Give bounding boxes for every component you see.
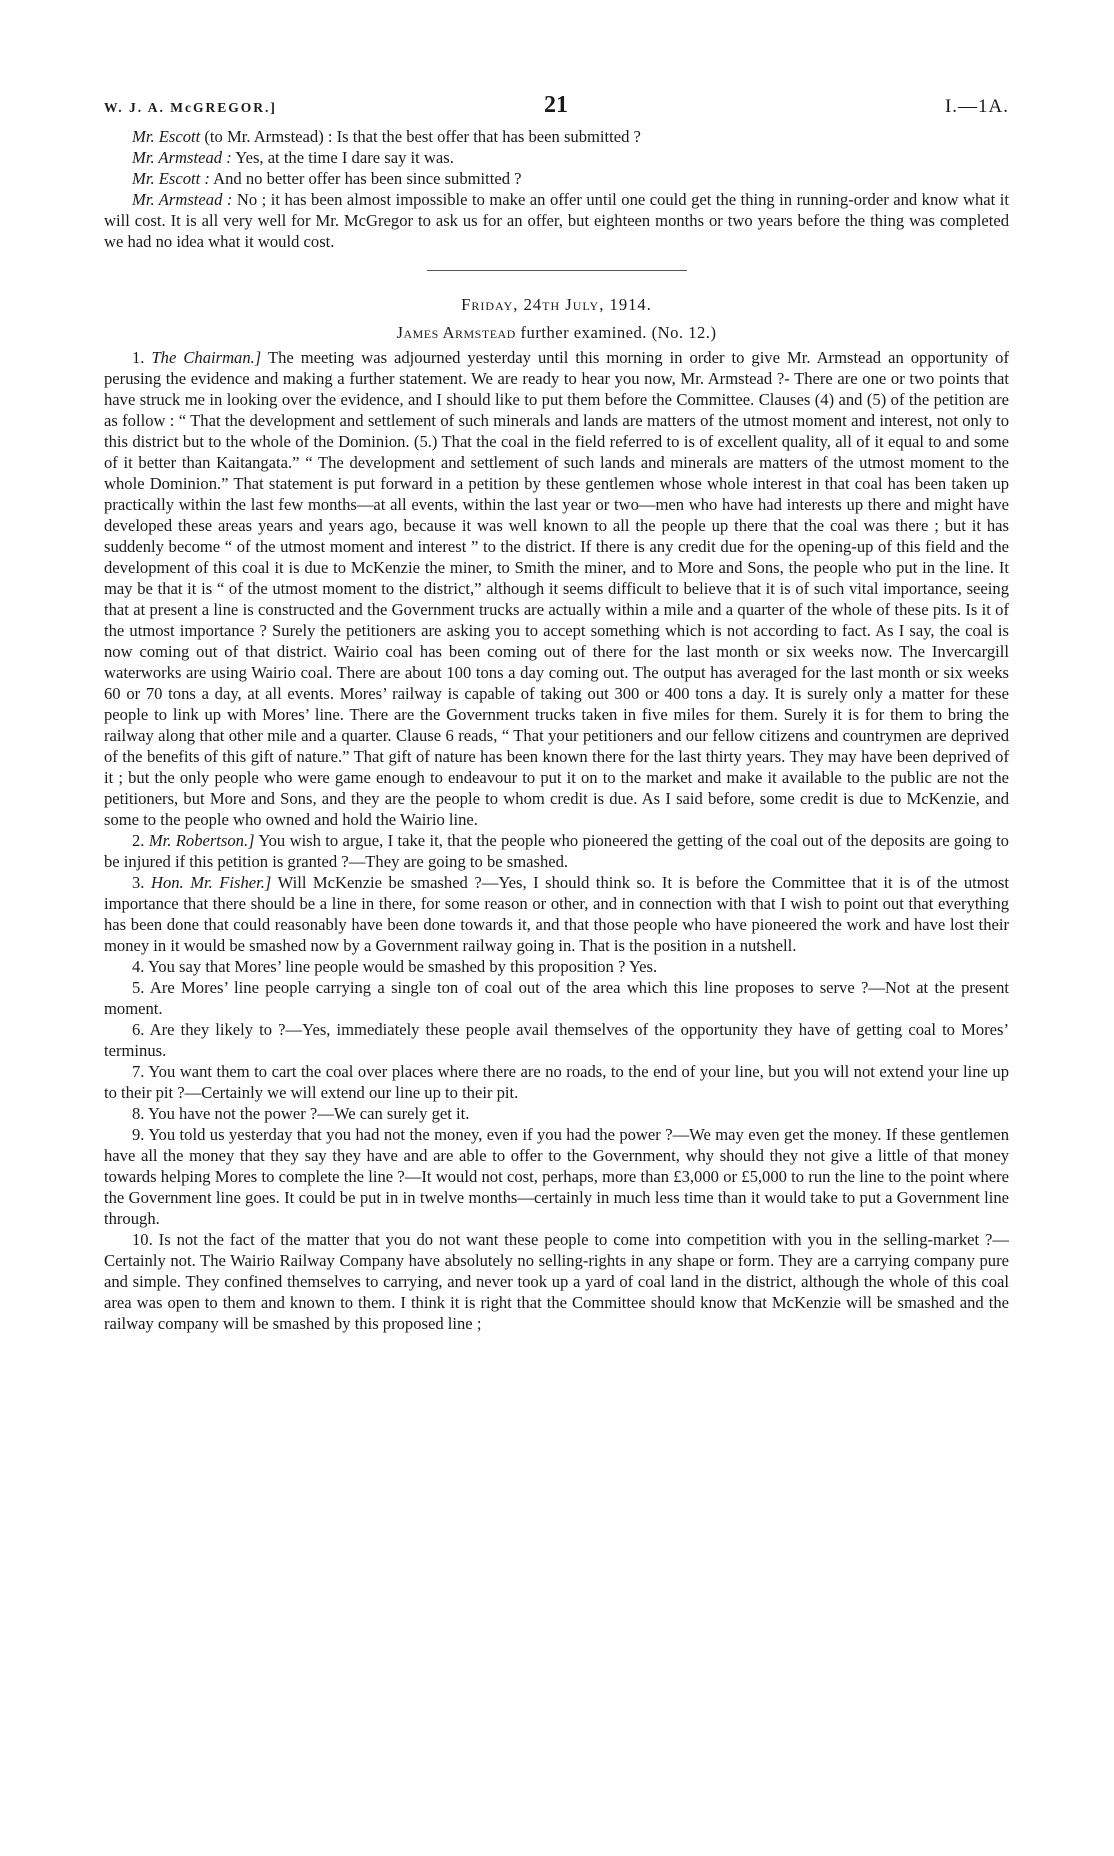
question-paragraph [104, 1019, 1009, 1061]
speaker: Mr. Armstead : [132, 190, 233, 209]
question-number: 7. [132, 1062, 145, 1081]
document-reference: I.—1A. [944, 96, 1009, 117]
question-text: Are Mores’ line people carrying a single ton of coal out of the area which this line proposes to serve ?—Not at the present moment. [104, 978, 1009, 1018]
question-list [104, 347, 1009, 1334]
section-divider [427, 270, 687, 271]
session-date: Friday, 24th July, 1914. [461, 295, 652, 314]
question-paragraph [104, 977, 1009, 1019]
question-number: 10. [132, 1230, 153, 1249]
speaker: Mr. Escott : [132, 169, 210, 188]
page-number: 21 [544, 92, 568, 118]
question-number: 4. [132, 957, 145, 976]
speaker: Mr. Escott [132, 127, 201, 146]
question-paragraph [104, 1103, 1009, 1124]
question-text: You say that Mores’ line people would be smashed by this proposition ? Yes. [144, 957, 658, 976]
statement: Yes, at the time I dare say it was. [231, 148, 454, 167]
question-number: 8. [132, 1104, 145, 1123]
question-paragraph [104, 1061, 1009, 1103]
header-witness: W. J. A. McGREGOR.] [104, 100, 277, 115]
witness-heading [104, 323, 1009, 343]
questioner: Mr. Robertson.] [148, 831, 255, 850]
question-paragraph [104, 872, 1009, 956]
question-paragraph [104, 830, 1009, 872]
witness-status: further examined. (No. 12.) [515, 323, 717, 342]
exchange-line [104, 168, 1009, 189]
question-paragraph [104, 956, 1009, 977]
question-number: 5. [132, 978, 145, 997]
page-header [104, 90, 1009, 126]
questioner: Hon. Mr. Fisher.] [150, 873, 272, 892]
question-text: The meeting was adjourned yesterday until this morning in order to give Mr. Armstead an opportunity of perusing the evidence and making a further statement. We are ready to hear you now, Mr. Armstead ?- There are one or two points that have struck me in looking over the evidence, and I should like to put them before the Committee. Clauses (4) and (5) of the petition are as follow : “ That the development and settlement of such minerals and lands are matters of the utmost moment and interest, not only to this district but to the whole of the Dominion. (5.) That the coal in the field referred to is of excellent quality, all of it equal to and some of it better than Kaitangata.” “ The development and settlement of such lands and minerals are matters of the utmost moment to the whole Dominion.” That statement is put forward in a petition by these gentlemen whose whole interest in that coal has been taken up practically within the last few months—at all events, within the last year or two—men who have had interests up there and might have developed these areas years and years ago, because it was well known to all the people up there that the coal was there ; but it has suddenly become “ of the utmost moment and interest ” to the district. If there is any credit due for the opening-up of this field and the development of this coal it is due to McKenzie the miner, to Smith the miner, and to More and Sons, the people who put in the line. It may be that it is “ of the utmost moment to the district,” although it seems difficult to believe that it is of such vital importance, seeing that at present a line is constructed and the Government trucks are actually within a mile and a quarter of the whole of these pits. Is it of the utmost importance ? Surely the petitioners are asking you to accept something which is not according to fact. As I say, the coal is now coming out of that district. Wairio coal has been coming out of there for the last month or six weeks now. The Invercargill waterworks are using Wairio coal. There are about 100 tons a day coming out. The output has averaged for the last month or six weeks 60 or 70 tons a day, at all events. Mores’ railway is capable of taking out 300 or 400 tons a day. It is surely only a matter for these people to link up with Mores’ line. There are the Government trucks taken in five miles for them. Surely it is for them to bring the railway along that other mile and a quarter. Clause 6 reads, “ That your petitioners and our fellow citizens and countrymen are deprived of the benefits of this gift of nature.” That gift of nature has been known there for the last thirty years. They may have been deprived of it ; but the only people who were game enough to endeavour to put it on to the market and make it available to the public are not the petitioners, but More and Sons, and they are the people to whom credit is due. As I said before, some credit is due to McKenzie, and some to the people who owned and hold the Wairio line. [104, 348, 1009, 829]
top-exchange [104, 126, 1009, 252]
question-paragraph [104, 1229, 1009, 1334]
question-text: Is not the fact of the matter that you do not want these people to come into competition with you in the selling-market ?—Certainly not. The Wairio Railway Company have absolutely no selling-rights in any shape or form. They are a carrying company pure and simple. They confined themselves to carrying, and never took up a yard of coal land in the district, although the whole of this coal area was open to them and known to them. I think it is right that the Committee should know that McKenzie will be smashed and the railway company will be smashed by this proposed line ; [104, 1230, 1009, 1333]
exchange-line [104, 126, 1009, 147]
question-number: 9. [132, 1125, 145, 1144]
statement: No ; it has been almost impossible to make an offer until one could get the thing in running-order and know what it will cost. It is all very well for Mr. McGregor to ask us for an offer, but eighteen months or two years before the thing was completed we had no idea what it would cost. [104, 190, 1009, 251]
question-text: You have not the power ?—We can surely get it. [144, 1104, 470, 1123]
witness-name: James Armstead [396, 323, 516, 342]
question-paragraph [104, 347, 1009, 830]
question-number: 1. [132, 348, 145, 367]
statement: (to Mr. Armstead) : Is that the best offer that has been submitted ? [200, 127, 641, 146]
question-number: 6. [132, 1020, 145, 1039]
question-text: Will McKenzie be smashed ?—Yes, I should think so. It is before the Committee that it is of the utmost importance that there should be a line in there, for some reason or other, and in connection with that I wish to point out that everything has been done that could reasonably have been done towards it, and that those people who have pioneered the work and have lost their money in it would be smashed now by a Government railway going in. That is the position in a nutshell. [104, 873, 1010, 955]
question-paragraph [104, 1124, 1009, 1229]
question-text: Are they likely to ?—Yes, immediately these people avail themselves of the opportunity they have of getting coal to Mores’ terminus. [104, 1020, 1009, 1060]
statement: And no better offer has been since submitted ? [209, 169, 522, 188]
question-number: 3. [132, 873, 145, 892]
document-page [104, 90, 1009, 1334]
question-number: 2. [132, 831, 145, 850]
questioner: The Chairman.] [151, 348, 262, 367]
speaker: Mr. Armstead : [132, 148, 232, 167]
question-text: You wish to argue, I take it, that the people who pioneered the getting of the coal out of the deposits are going to be injured if this petition is granted ?—They are going to be smashed. [104, 831, 1009, 871]
exchange-line [104, 189, 1009, 252]
question-text: You want them to cart the coal over places where there are no roads, to the end of your line, but you will not extend your line up to their pit ?—Certainly we will extend our line up to their pit. [104, 1062, 1009, 1102]
question-text: You told us yesterday that you had not the money, even if you had the power ?—We may even get the money. If these gentlemen have all the money that they say they have and are able to offer to the Government, why should they not give a little of that money towards helping Mores to complete the line ?—It would not cost, perhaps, more than £3,000 or £5,000 to run the line to the point where the Government line goes. It could be put in in twelve months—certainly in much less time than it would take to put a Government line through. [104, 1125, 1009, 1228]
exchange-line [104, 147, 1009, 168]
